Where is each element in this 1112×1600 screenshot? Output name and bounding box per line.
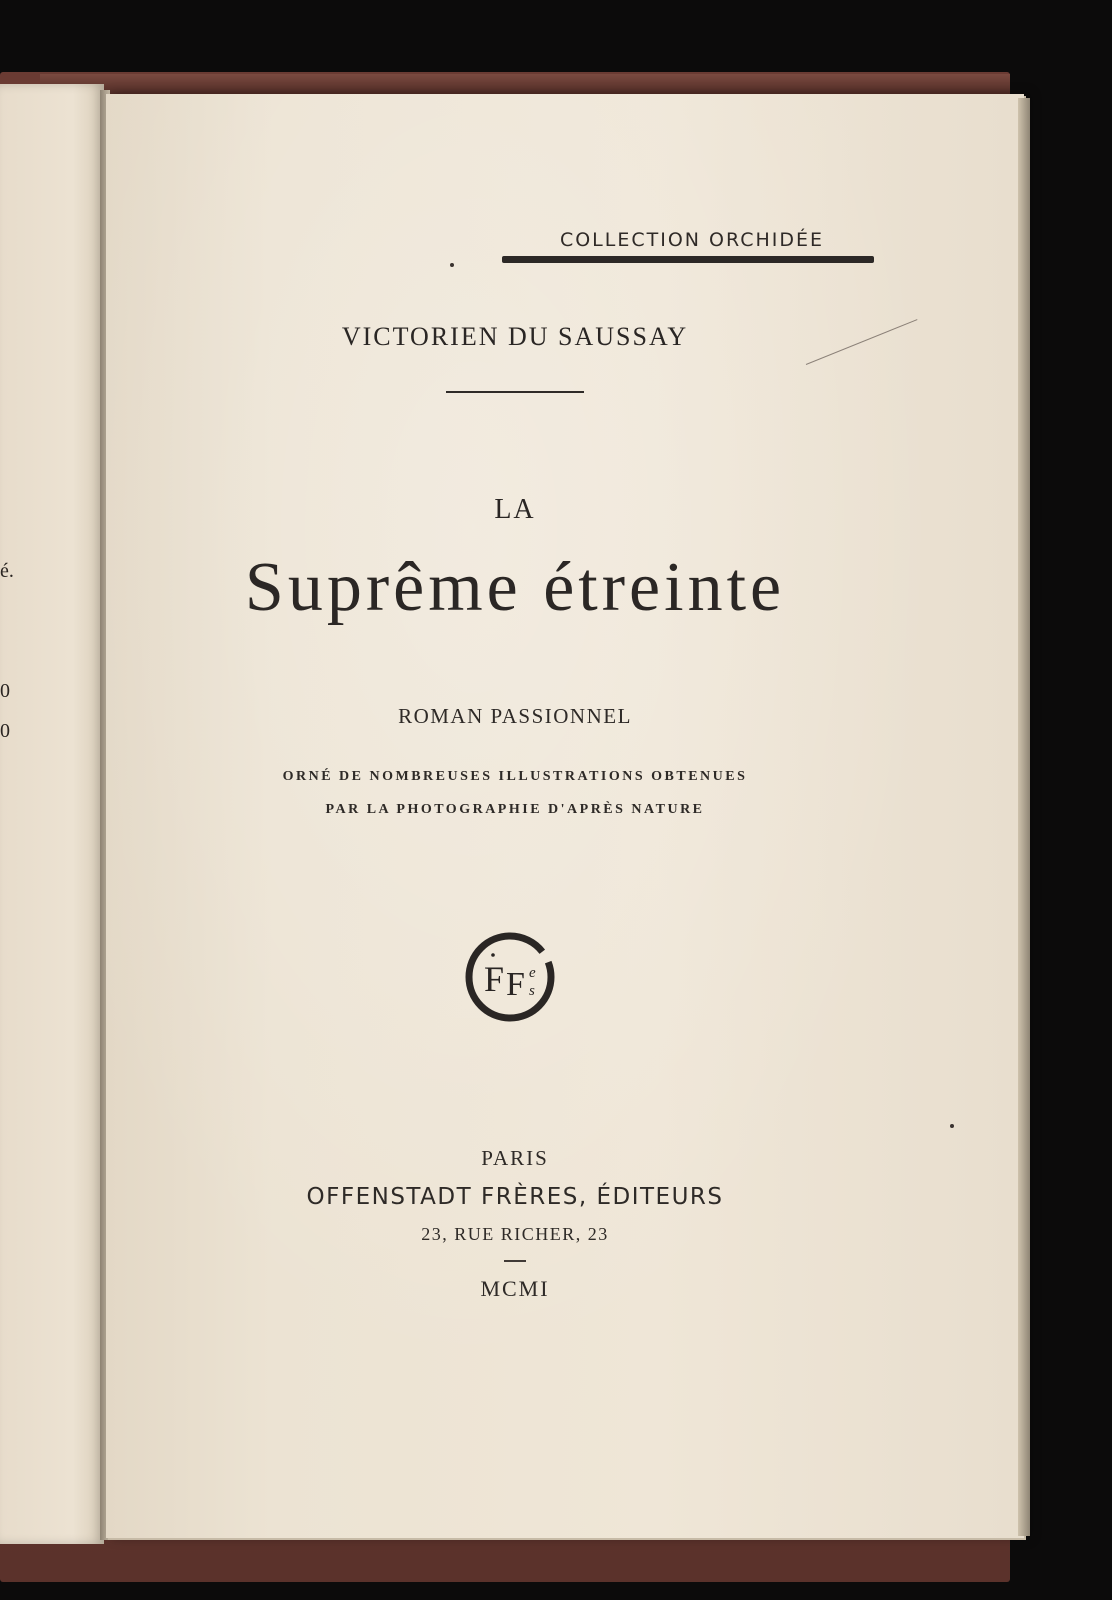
- publication-year: MCMI: [480, 1276, 550, 1301]
- description-line-1: ORNÉ DE NOMBREUSES ILLUSTRATIONS OBTENUES: [282, 769, 748, 784]
- publisher-logo-icon: [462, 929, 558, 1025]
- left-page: [0, 84, 104, 1544]
- page-edge: [1018, 98, 1030, 1536]
- svg-text:s: s: [529, 983, 535, 999]
- author-name: VICTORIEN DU SAUSSAY: [341, 322, 689, 351]
- left-page-fragment: 0: [0, 720, 10, 742]
- paper-speck: [450, 263, 454, 267]
- address-rule: [504, 1260, 526, 1262]
- cover-top-strip: [40, 74, 1010, 96]
- svg-text:e: e: [529, 965, 536, 981]
- publisher-name: OFFENSTADT FRÈRES, ÉDITEURS: [306, 1184, 724, 1210]
- publisher-address: 23, RUE RICHER, 23: [421, 1224, 609, 1244]
- title-article: LA: [494, 494, 536, 525]
- subtitle: ROMAN PASSIONNEL: [398, 704, 632, 728]
- collection-label: COLLECTION ORCHIDÉE: [559, 229, 825, 251]
- book-title: Suprême étreinte: [244, 549, 786, 626]
- publication-city: PARIS: [481, 1146, 549, 1170]
- svg-text:F: F: [506, 966, 525, 1003]
- left-page-fragment: é.: [0, 560, 14, 582]
- collection-rule: [502, 256, 874, 263]
- left-page-fragment: 0: [0, 680, 10, 702]
- paper-speck: [950, 1124, 954, 1128]
- description-line-2: PAR LA PHOTOGRAPHIE D'APRÈS NATURE: [325, 802, 705, 817]
- author-rule: [446, 391, 584, 393]
- svg-text:F: F: [484, 959, 505, 999]
- title-page: [106, 94, 1024, 1538]
